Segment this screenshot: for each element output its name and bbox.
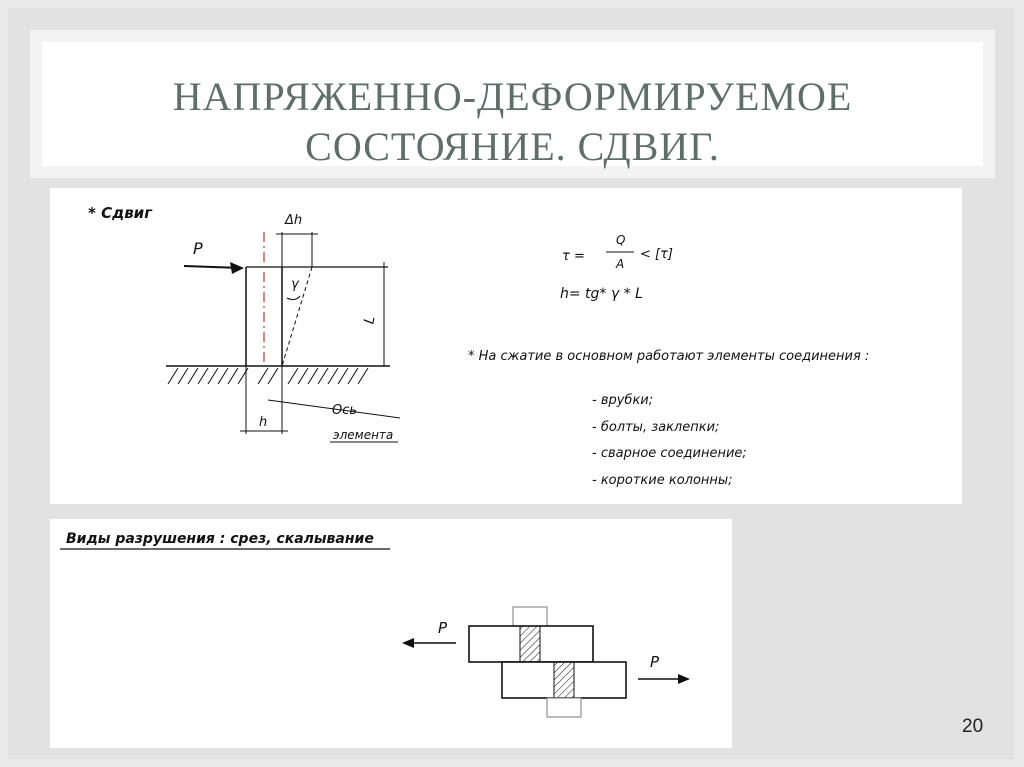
h-label: h (259, 415, 268, 430)
force-right-arrowhead (678, 674, 690, 684)
slide-title (30, 72, 995, 172)
list-item-4: - короткие колонны; (592, 473, 733, 488)
force-label: P (193, 239, 203, 258)
list-item-1: - врубки; (592, 393, 654, 408)
formula1-numerator: Q (616, 233, 626, 247)
page-number: 20 (962, 716, 984, 737)
gamma-arc (287, 296, 300, 300)
failure-modes-panel (50, 519, 732, 748)
shear-heading: * Сдвиг (88, 204, 153, 222)
compression-note: * На сжатие в основном работают элементы соединения : (468, 349, 870, 364)
force-arrowhead (230, 262, 244, 274)
bolt-shank-upper (520, 626, 540, 662)
formula1-rhs: < [τ] (640, 247, 673, 262)
axis-label-2: элемента (333, 428, 394, 442)
bolt-head (513, 607, 547, 626)
failure-heading: Виды разрушения : срез, скалывание (66, 531, 374, 547)
title-line-2: СОСТОЯНИЕ. СДВИГ. (305, 124, 720, 169)
shear-diagram (50, 188, 962, 504)
length-label: L (361, 314, 379, 326)
axis-label-1: Ось (332, 403, 358, 418)
force-left-label: P (438, 619, 448, 637)
bolt-nut (547, 698, 581, 717)
shear-diagram-panel (50, 188, 962, 504)
force-right-label: P (650, 653, 660, 671)
formula1-lhs: τ = (562, 249, 585, 264)
force-left-arrowhead (402, 638, 414, 648)
ground-hatching (168, 368, 368, 384)
bolt-shank-lower (554, 662, 574, 698)
formula1-denominator: A (616, 257, 625, 271)
gamma-label: γ (291, 277, 299, 292)
bolt-joint-diagram (50, 519, 732, 748)
list-item-3: - сварное соединение; (592, 446, 747, 461)
delta-label: Δh (285, 213, 303, 228)
list-item-2: - болты, заклепки; (592, 420, 720, 435)
title-box (30, 30, 995, 178)
formula2: h= tg* γ * L (560, 286, 643, 302)
title-line-1: НАПРЯЖЕННО-ДЕФОРМИРУЕМОЕ (172, 74, 853, 119)
